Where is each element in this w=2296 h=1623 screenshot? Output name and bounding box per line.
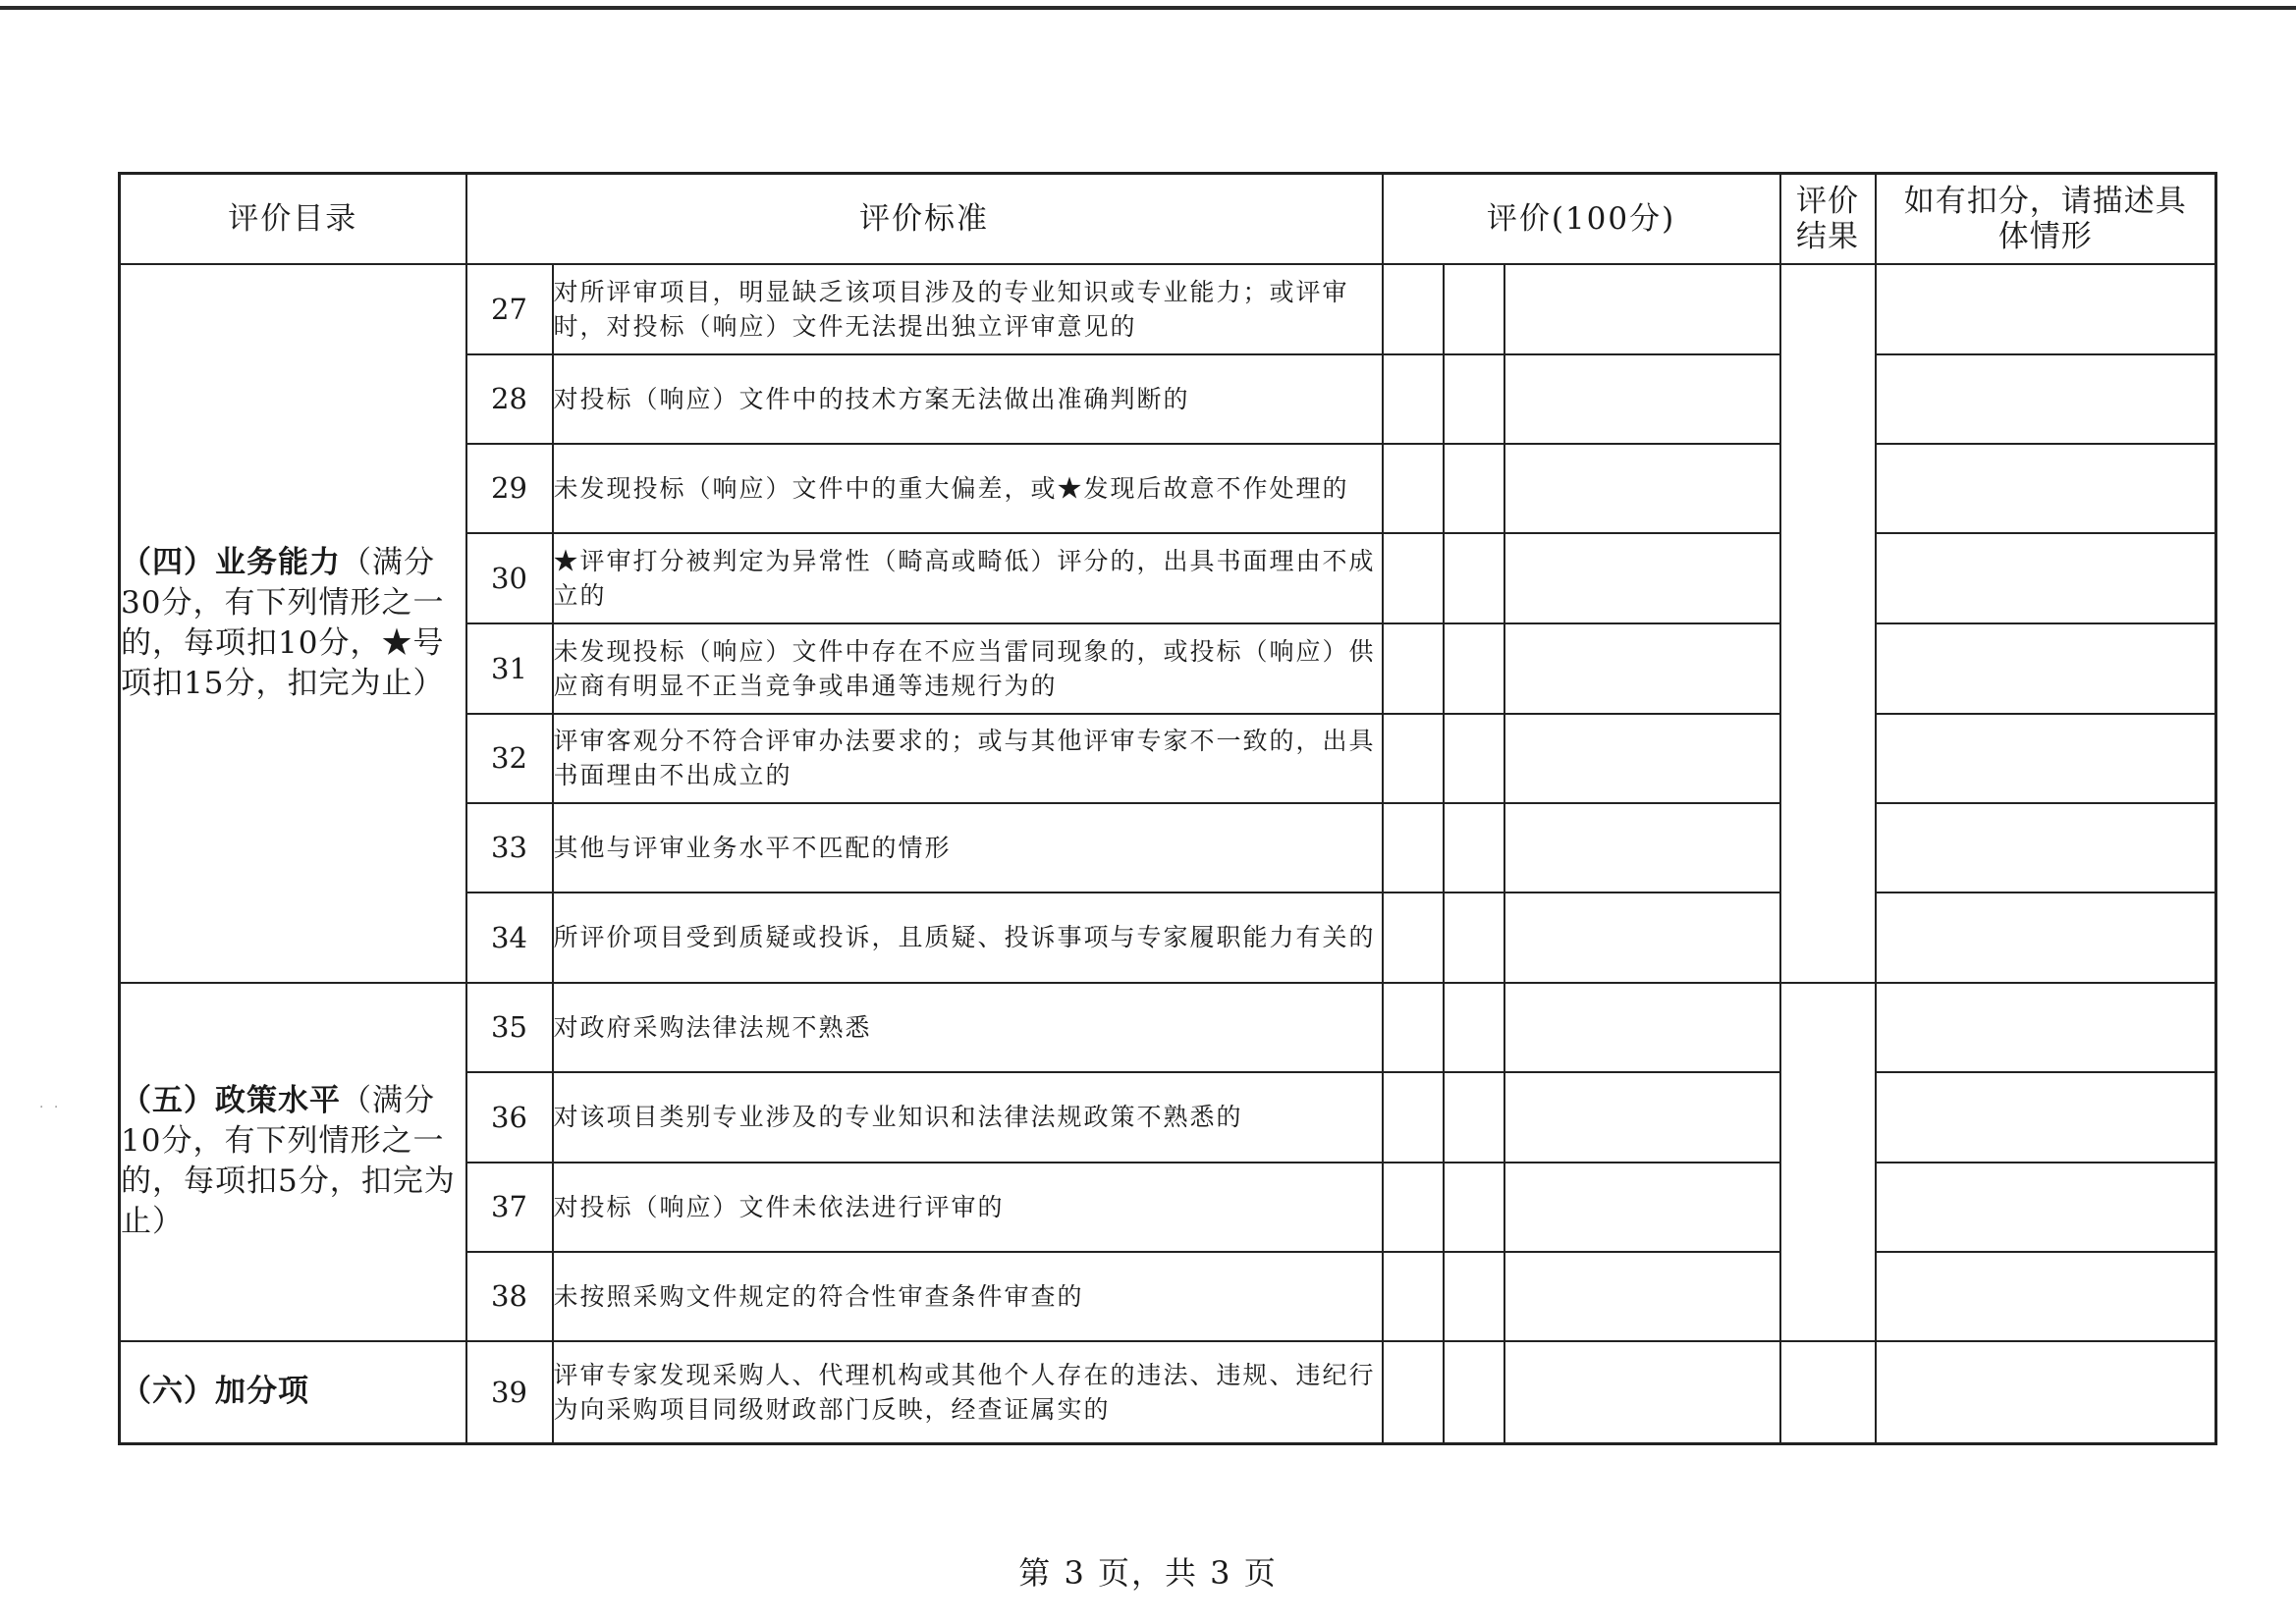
row-number: 33: [466, 803, 553, 893]
score-cell-b[interactable]: [1444, 1252, 1504, 1341]
score-cell-b[interactable]: [1444, 444, 1504, 533]
score-cell-c[interactable]: [1504, 1072, 1780, 1163]
row-number: 28: [466, 354, 553, 444]
result-cell[interactable]: [1780, 983, 1876, 1341]
row-number: 31: [466, 623, 553, 714]
description-cell[interactable]: [1876, 983, 2216, 1072]
row-number: 35: [466, 983, 553, 1072]
score-cell-a[interactable]: [1383, 444, 1444, 533]
description-cell[interactable]: [1876, 803, 2216, 893]
row-number: 39: [466, 1341, 553, 1444]
score-cell-a[interactable]: [1383, 893, 1444, 983]
category-title: （五）政策水平: [121, 1083, 341, 1118]
criteria-text: 未按照采购文件规定的符合性审查条件审查的: [553, 1252, 1383, 1341]
description-cell[interactable]: [1876, 714, 2216, 803]
category-description: （满分10分，有下列情形之一的，每项扣5分，扣完为止）: [121, 1083, 456, 1239]
score-cell-a[interactable]: [1383, 1072, 1444, 1163]
description-cell[interactable]: [1876, 1163, 2216, 1252]
score-cell-c[interactable]: [1504, 1163, 1780, 1252]
header-result: [1780, 174, 1876, 264]
header-result-line2: 结果: [1796, 218, 1860, 254]
score-cell-c[interactable]: [1504, 1252, 1780, 1341]
header-standard: 评价标准: [466, 174, 1383, 264]
score-cell-b[interactable]: [1444, 714, 1504, 803]
score-cell-a[interactable]: [1383, 1252, 1444, 1341]
row-number: 38: [466, 1252, 553, 1341]
row-number: 36: [466, 1072, 553, 1163]
score-cell-b[interactable]: [1444, 264, 1504, 354]
header-describe: [1876, 174, 2216, 264]
criteria-text: 对政府采购法律法规不熟悉: [553, 983, 1383, 1072]
score-cell-b[interactable]: [1444, 1163, 1504, 1252]
criteria-text: 未发现投标（响应）文件中存在不应当雷同现象的，或投标（响应）供应商有明显不正当竞争或串通等违规行为的: [553, 623, 1383, 714]
score-cell-b[interactable]: [1444, 803, 1504, 893]
score-cell-b[interactable]: [1444, 1072, 1504, 1163]
score-cell-a[interactable]: [1383, 714, 1444, 803]
criteria-text: 评审客观分不符合评审办法要求的；或与其他评审专家不一致的，出具书面理由不出成立的: [553, 714, 1383, 803]
criteria-text: 其他与评审业务水平不匹配的情形: [553, 803, 1383, 893]
score-cell-c[interactable]: [1504, 444, 1780, 533]
score-cell-a[interactable]: [1383, 533, 1444, 623]
category-business-ability: [120, 264, 466, 983]
criteria-text: 对投标（响应）文件未依法进行评审的: [553, 1163, 1383, 1252]
top-rule: [0, 6, 2296, 10]
score-cell-c[interactable]: [1504, 803, 1780, 893]
category-title: （六）加分项: [121, 1374, 309, 1410]
criteria-text: 对投标（响应）文件中的技术方案无法做出准确判断的: [553, 354, 1383, 444]
score-cell-c[interactable]: [1504, 983, 1780, 1072]
score-cell-b[interactable]: [1444, 623, 1504, 714]
score-cell-a[interactable]: [1383, 803, 1444, 893]
criteria-text: 评审专家发现采购人、代理机构或其他个人存在的违法、违规、违纪行为向采购项目同级财政部门反映，经查证属实的: [553, 1341, 1383, 1444]
table-row: [120, 1341, 2216, 1444]
score-cell-c[interactable]: [1504, 354, 1780, 444]
score-cell-a[interactable]: [1383, 1341, 1444, 1444]
page-footer: 第 3 页，共 3 页: [1018, 1554, 1278, 1592]
score-cell-b[interactable]: [1444, 893, 1504, 983]
description-cell[interactable]: [1876, 533, 2216, 623]
score-cell-b[interactable]: [1444, 983, 1504, 1072]
score-cell-a[interactable]: [1383, 623, 1444, 714]
description-cell[interactable]: [1876, 1252, 2216, 1341]
score-cell-b[interactable]: [1444, 354, 1504, 444]
score-cell-a[interactable]: [1383, 983, 1444, 1072]
description-cell[interactable]: [1876, 893, 2216, 983]
score-cell-b[interactable]: [1444, 533, 1504, 623]
category-description: （满分30分，有下列情形之一的，每项扣10分，★号项扣15分，扣完为止）: [121, 544, 445, 701]
score-cell-c[interactable]: [1504, 623, 1780, 714]
description-cell[interactable]: [1876, 264, 2216, 354]
description-cell[interactable]: [1876, 1341, 2216, 1444]
criteria-text: 所评价项目受到质疑或投诉，且质疑、投诉事项与专家履职能力有关的: [553, 893, 1383, 983]
header-describe-line1: 如有扣分，请描述具: [1903, 183, 2187, 219]
score-cell-c[interactable]: [1504, 1341, 1780, 1444]
score-cell-a[interactable]: [1383, 264, 1444, 354]
table-row: [120, 983, 2216, 1072]
score-cell-c[interactable]: [1504, 714, 1780, 803]
header-describe-line2: 体情形: [1997, 218, 2093, 254]
score-cell-a[interactable]: [1383, 354, 1444, 444]
criteria-text: 对该项目类别专业涉及的专业知识和法律法规政策不熟悉的: [553, 1072, 1383, 1163]
scan-specks: · ·: [39, 1100, 62, 1115]
score-cell-a[interactable]: [1383, 1163, 1444, 1252]
result-cell[interactable]: [1780, 264, 1876, 983]
row-number: 34: [466, 893, 553, 983]
score-cell-c[interactable]: [1504, 533, 1780, 623]
row-number: 27: [466, 264, 553, 354]
evaluation-table: [118, 172, 2217, 1445]
result-cell[interactable]: [1780, 1341, 1876, 1444]
row-number: 30: [466, 533, 553, 623]
header-row: [120, 174, 2216, 264]
row-number: 29: [466, 444, 553, 533]
row-number: 32: [466, 714, 553, 803]
score-cell-c[interactable]: [1504, 264, 1780, 354]
category-policy-level: [120, 983, 466, 1341]
description-cell[interactable]: [1876, 623, 2216, 714]
description-cell[interactable]: [1876, 354, 2216, 444]
row-number: 37: [466, 1163, 553, 1252]
score-cell-b[interactable]: [1444, 1341, 1504, 1444]
criteria-text: 未发现投标（响应）文件中的重大偏差，或★发现后故意不作处理的: [553, 444, 1383, 533]
header-score: 评价(100分): [1383, 174, 1780, 264]
header-result-line1: 评价: [1796, 183, 1860, 219]
category-title: （四）业务能力: [121, 544, 341, 580]
description-cell[interactable]: [1876, 444, 2216, 533]
score-cell-c[interactable]: [1504, 893, 1780, 983]
criteria-text: 对所评审项目，明显缺乏该项目涉及的专业知识或专业能力；或评审时，对投标（响应）文件无法提出独立评审意见的: [553, 264, 1383, 354]
description-cell[interactable]: [1876, 1072, 2216, 1163]
criteria-text: ★评审打分被判定为异常性（畸高或畸低）评分的，出具书面理由不成立的: [553, 533, 1383, 623]
header-catalog: 评价目录: [120, 174, 466, 264]
category-bonus: [120, 1341, 466, 1444]
table-row: [120, 264, 2216, 354]
